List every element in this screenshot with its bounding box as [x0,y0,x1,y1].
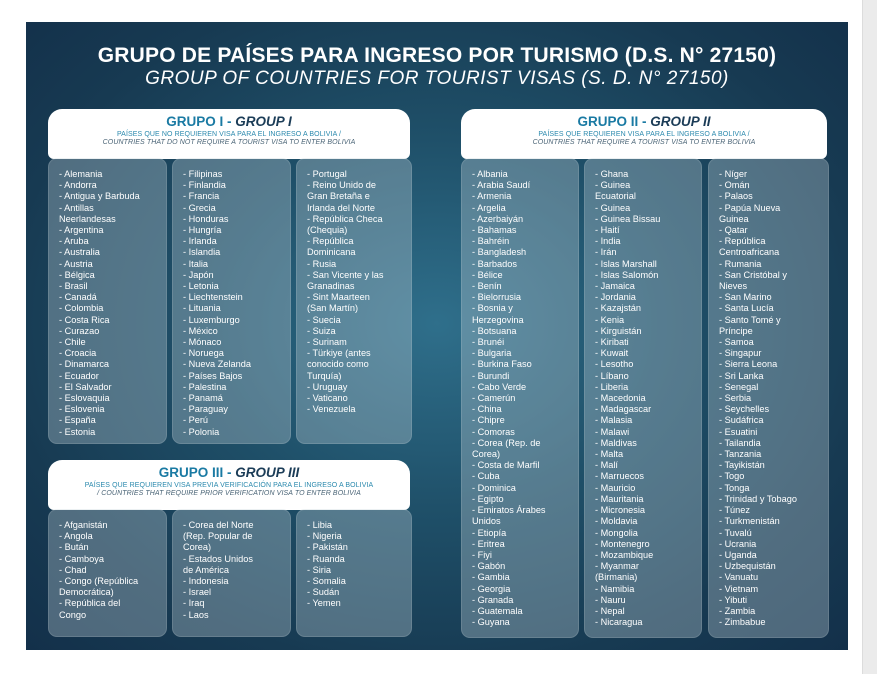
country-list-item: - Bahréin [472,236,510,247]
country-list-item: - Costa de Marfil [472,460,540,471]
group1-desc-es: PAÍSES QUE NO REQUIEREN VISA PARA EL INGRESO A BOLIVIA / [116,131,342,138]
group2-desc-es: PAÍSES QUE REQUIEREN VISA PARA EL INGRESO A BOLIVIA / [538,131,750,138]
group1-desc-en: COUNTRIES THAT DO NOT REQUIRE A TOURIST VISA TO ENTER BOLIVIA [102,139,356,146]
country-list-item: - Liechtenstein [183,292,243,303]
group3-title-es: GRUPO III [158,465,224,480]
country-list-item: - Qatar [719,225,748,236]
country-list-item: - Bután [59,542,89,553]
country-list-item: - Japón [183,269,214,280]
country-list-item: - Bulgaria [472,348,512,359]
group2-desc-en: COUNTRIES THAT REQUIRE A TOURIST VISA TO ENTER BOLIVIA [532,139,756,146]
country-list-item: - El Salvador [59,381,112,392]
country-list-item: - Burundi [472,370,510,381]
country-list-item: - Paraguay [183,404,228,415]
country-list-item: - Singapur [719,348,762,359]
country-list-item: - Aruba [59,236,89,247]
country-list-item: - Brasil [59,281,88,292]
country-list-item: Democrática) [59,587,114,598]
country-list-item: - Türkiye (antes [307,348,371,359]
country-list-item: - Uruguay [307,381,348,392]
country-list-item: (Birmania) [595,572,638,583]
country-list-item: - Santo Tomé y [719,314,781,325]
group1-column-3 [296,158,412,444]
country-list-item: - Ecuador [59,370,99,381]
country-list-item: - Cuba [472,471,500,482]
country-list-item: - Tayikistán [719,460,765,471]
poster-title: GRUPO DE PAÍSES PARA INGRESO POR TURISMO (D.S. N° 27150) [97,44,777,67]
country-list-item: - Croacia [59,348,97,359]
country-list-item: - Guinea [595,180,631,191]
country-list-item: Nieves [719,281,748,292]
country-list-item: - Egipto [472,493,504,504]
country-list-item: - Iraq [183,598,205,609]
country-list-item: - Mónaco [183,337,222,348]
country-list-item: - Tonga [719,482,750,493]
country-list-item: - Palaos [719,191,753,202]
country-list-item: - Brunéi [472,337,505,348]
country-list-item: (San Martín) [307,303,359,314]
country-list-item: - Montenegro [595,538,650,549]
group1-column-2 [172,158,291,444]
country-list-item: - Etiopía [472,527,507,538]
country-list-item: - Sint Maarteen [307,292,370,303]
country-list-item: - Lituania [183,303,221,314]
country-list-item: - Portugal [307,169,347,179]
country-list-item: - Turkmenistán [719,516,780,527]
group2-header [461,109,827,159]
group3-desc-es: PAÍSES QUE REQUIEREN VISA PREVIA VERIFICACIÓN PARA EL INGRESO A BOLIVIA [84,482,374,489]
country-list-item: - Barbados [472,258,517,269]
country-list-item: (Rep. Popular de [183,531,253,542]
country-list-item: - Bélice [472,269,503,280]
country-list-item: - Zimbabue [719,617,766,628]
group3-title-en: GROUP III [235,465,300,480]
country-list-item: Herzegovina [472,314,524,325]
country-list-item: - Rusia [307,258,337,269]
group3-desc-en: / COUNTRIES THAT REQUIRE PRIOR VERIFICATION VISA TO ENTER BOLIVIA [97,490,361,497]
country-list-item: - Mauritania [595,493,644,504]
country-list-item: - Antigua y Barbuda [59,191,140,202]
country-list-item: - Sudán [307,587,340,598]
country-list-item: - Benín [472,281,502,292]
country-list-item: - Corea del Norte [183,520,254,530]
country-list-item: - Líbano [595,370,629,381]
country-list-item: - Armenia [472,191,512,202]
country-list-item: - Canadá [59,292,97,303]
country-list-item: - Burkina Faso [472,359,532,370]
country-list-item: - Comoras [472,426,515,437]
country-list-item: - Omán [719,180,750,191]
country-list-item: - Letonia [183,281,219,292]
group2-column-3 [708,158,829,638]
group3-header [48,460,410,510]
country-list-item: - Emiratos Árabes [472,505,546,516]
country-list-item: - Sudáfrica [719,415,764,426]
group3-column-2 [172,509,291,637]
country-list-item: - Israel [183,587,212,598]
country-list-item: - Nueva Zelanda [183,359,251,370]
country-list-item: - Jordania [595,292,636,303]
country-list-item: - Santa Lucía [719,303,774,314]
country-list-item: - Hungría [183,225,222,236]
country-list-item: - Seychelles [719,404,770,415]
country-list-item: conocido como [307,359,369,370]
country-list-item: - Georgia [472,583,511,594]
group2-title-es: GRUPO II [577,114,639,129]
country-list-item: - China [472,404,502,415]
country-list-item: - Islas Marshall [595,258,657,269]
country-list-item: - Kiribati [595,337,629,348]
country-list-item: - Chipre [472,415,505,426]
country-list-item: - Malí [595,460,618,471]
country-list-item: - Luxemburgo [183,314,240,325]
country-list-item: - Sierra Leona [719,359,778,370]
country-list-item: - Colombia [59,303,104,314]
country-list-item: - Perú [183,415,209,426]
country-list-item: Dominicana [307,247,356,258]
country-list-item: - República del [59,598,121,609]
country-list-item: - Vanuatu [719,572,759,583]
country-list-item: - Nepal [595,605,625,616]
country-list-item: - Namibia [595,583,635,594]
country-list-item: - Eritrea [472,538,505,549]
country-list-item: - Venezuela [307,404,356,415]
country-list-item: - Suiza [307,325,336,336]
country-list-item: - Argelia [472,202,506,213]
country-list-item: - Islas Salomón [595,269,659,280]
country-list-item: - Papúa Nueva [719,202,781,213]
country-list-item: (Chequia) [307,225,348,236]
poster-subtitle: GROUP OF COUNTRIES FOR TOURIST VISAS (S. D. N° 27150) [145,68,729,89]
country-list-item: - India [595,236,621,247]
country-list-item: - Senegal [719,381,759,392]
country-list-item: - Bangladesh [472,247,527,258]
country-list-item: - Togo [719,471,745,482]
country-list-item: - Suecia [307,314,341,325]
country-list-item: - Honduras [183,213,229,224]
country-list-item: Corea) [183,542,212,553]
country-list-item: - Camerún [472,393,516,404]
country-list-item: - San Vicente y las [307,269,384,280]
country-list-item: - Yibuti [719,594,748,605]
group3-title: GRUPO III - GROUP III [158,465,300,480]
country-list-item: - Dinamarca [59,359,110,370]
country-list-item: - Andorra [59,180,97,191]
country-list-item: - Palestina [183,381,227,392]
country-list-item: - Tanzania [719,449,762,460]
country-list-item: Príncipe [719,325,753,336]
country-list-item: - Vietnam [719,583,759,594]
country-list-item: Unidos [472,516,501,527]
country-list-item: - Estados Unidos [183,553,253,564]
country-list-item: Congo [59,609,87,620]
country-list-item: - Malta [595,449,624,460]
country-list-item: - Guinea [595,202,631,213]
country-list-item: - Finlandia [183,180,226,191]
country-list-item: - Francia [183,191,220,202]
country-list-item: - Afganistán [59,520,108,530]
country-list-item: Turquía) [307,370,342,381]
group2-title-en: GROUP II [650,114,711,129]
country-list-item: - Vaticano [307,393,348,404]
country-list-item: - Nicaragua [595,617,643,628]
country-list-item: - Granada [472,594,514,605]
country-list-item: - Ucrania [719,538,757,549]
country-list-item: - Panamá [183,393,223,404]
country-list-item: - Libia [307,520,333,530]
group2-column-2 [584,158,702,638]
country-list-item: - Costa Rica [59,314,110,325]
country-list-item: - Liberia [595,381,629,392]
country-list-item: - España [59,415,96,426]
country-list-item: - Tuvalú [719,527,752,538]
group1-header [48,109,410,159]
country-list-item: - Gabón [472,561,506,572]
country-list-item: - Kuwait [595,348,629,359]
country-list-item: - Eslovenia [59,404,105,415]
country-list-item: - Laos [183,609,209,620]
country-list-item: - Trinidad y Tobago [719,493,797,504]
country-list-item: - Somalia [307,576,346,587]
country-list-item: - Kirguistán [595,325,642,336]
group1-title: GRUPO I - GROUP I [166,114,292,129]
country-list-item: - Lesotho [595,359,634,370]
country-list-item: - Bielorrusia [472,292,522,303]
country-list-item: - Mozambique [595,549,654,560]
country-list-item: - Níger [719,169,748,179]
country-list-item: - Túnez [719,505,750,516]
country-list-item: - Mauricio [595,482,636,493]
country-list-item: - Australia [59,247,100,258]
country-list-item: - República [307,236,354,247]
country-list-item: - Grecia [183,202,216,213]
group2-column-1 [461,158,579,638]
country-list-item: - Albania [472,169,508,179]
group3-column-3 [296,509,412,637]
country-list-item: - Arabia Saudí [472,180,531,191]
country-list-item: - Corea (Rep. de [472,437,541,448]
country-list-item: - Myanmar [595,561,639,572]
country-list-item: - Zambia [719,605,756,616]
country-list-item: - Cabo Verde [472,381,527,392]
country-list-item: - Fiyi [472,549,492,560]
country-list-item: Centroafricana [719,247,780,258]
country-list-item: - Angola [59,531,93,542]
country-list-item: - Malasia [595,415,633,426]
country-list-item: - Sri Lanka [719,370,764,381]
country-list-item: - Antillas [59,202,94,213]
group1-column-1 [48,158,167,444]
country-list-item: - Guatemala [472,605,523,616]
country-list-item: - Bosnia y [472,303,513,314]
country-list-item: Neerlandesas [59,213,116,224]
country-list-item: - Guinea Bissau [595,213,661,224]
country-list-item: - Islandia [183,247,221,258]
country-list-item: - Camboya [59,553,104,564]
country-list-item: - Micronesia [595,505,646,516]
country-list-item: Irlanda del Norte [307,202,375,213]
country-list-item: - Moldavia [595,516,638,527]
country-list-item: - Argentina [59,225,104,236]
country-list-item: - Rumania [719,258,762,269]
country-list-item: - República [719,236,766,247]
country-list-item: - Serbia [719,393,752,404]
country-list-item: - Nauru [595,594,626,605]
country-list-item: - Estonia [59,426,96,437]
country-list-item: - Bahamas [472,225,517,236]
country-list-item: - Siria [307,564,331,575]
country-list-item: - Madagascar [595,404,652,415]
group1-title-es: GRUPO I [166,114,224,129]
country-list-item: - Reino Unido de [307,180,376,191]
country-list-item: - Gambia [472,572,510,583]
scrollbar-track[interactable] [862,0,877,674]
country-list-item: - San Cristóbal y [719,269,787,280]
country-list-item: Guinea [719,213,749,224]
country-list-item: - Surinam [307,337,347,348]
country-list-item: - Guyana [472,617,510,628]
country-list-item: - Kenia [595,314,625,325]
country-list-item: - Irán [595,247,617,258]
country-list-item: - Esuatini [719,426,758,437]
country-list-item: - Mongolia [595,527,638,538]
country-list-item: - Irlanda [183,236,217,247]
poster [26,22,848,650]
country-list-item: - Indonesia [183,576,229,587]
country-list-item: Ecuatorial [595,191,636,202]
country-list-item: - Congo (República [59,576,139,587]
country-list-item: - Kazajstán [595,303,641,314]
country-list-item: - Uzbequistán [719,561,776,572]
country-list-item: - Ruanda [307,553,345,564]
country-list-item: - Maldivas [595,437,637,448]
country-list-item: - Samoa [719,337,754,348]
country-list-item: - Botsuana [472,325,517,336]
country-list-item: - México [183,325,218,336]
group1-title-en: GROUP I [235,114,292,129]
country-list-item: - Italia [183,258,209,269]
country-list-item: - Azerbaiyán [472,213,524,224]
country-list-item: Corea) [472,449,501,460]
country-list-item: - Ghana [595,169,629,179]
country-list-item: - Noruega [183,348,224,359]
country-list-item: - Tailandia [719,437,761,448]
country-list-item: Gran Bretaña e [307,191,370,202]
country-list-item: - Pakistán [307,542,348,553]
country-list-item: - Eslovaquia [59,393,110,404]
group3-column-1 [48,509,167,637]
country-list-item: Granadinas [307,281,355,292]
country-list-item: - San Marino [719,292,772,303]
country-list-item: - Uganda [719,549,757,560]
country-list-item: - Países Bajos [183,370,243,381]
country-list-item: - Filipinas [183,169,223,179]
country-list-item: - Dominica [472,482,516,493]
country-list-item: - Yemen [307,598,341,609]
country-list-item: - Haití [595,225,620,236]
country-list-item: - Chad [59,564,87,575]
country-list-item: - Alemania [59,169,103,179]
country-list-item: - Chile [59,337,86,348]
country-list-item: - Jamaica [595,281,635,292]
country-list-item: - Malawi [595,426,630,437]
country-list-item: - Bélgica [59,269,95,280]
country-list-item: - República Checa [307,213,383,224]
group2-title: GRUPO II - GROUP II [577,114,711,129]
country-list-item: - Marruecos [595,471,645,482]
country-list-item: - Macedonia [595,393,646,404]
country-list-item: - Austria [59,258,93,269]
country-list-item: - Polonia [183,426,220,437]
country-list-item: - Nigeria [307,531,342,542]
country-list-item: - Curazao [59,325,100,336]
country-list-item: de América [183,564,229,575]
